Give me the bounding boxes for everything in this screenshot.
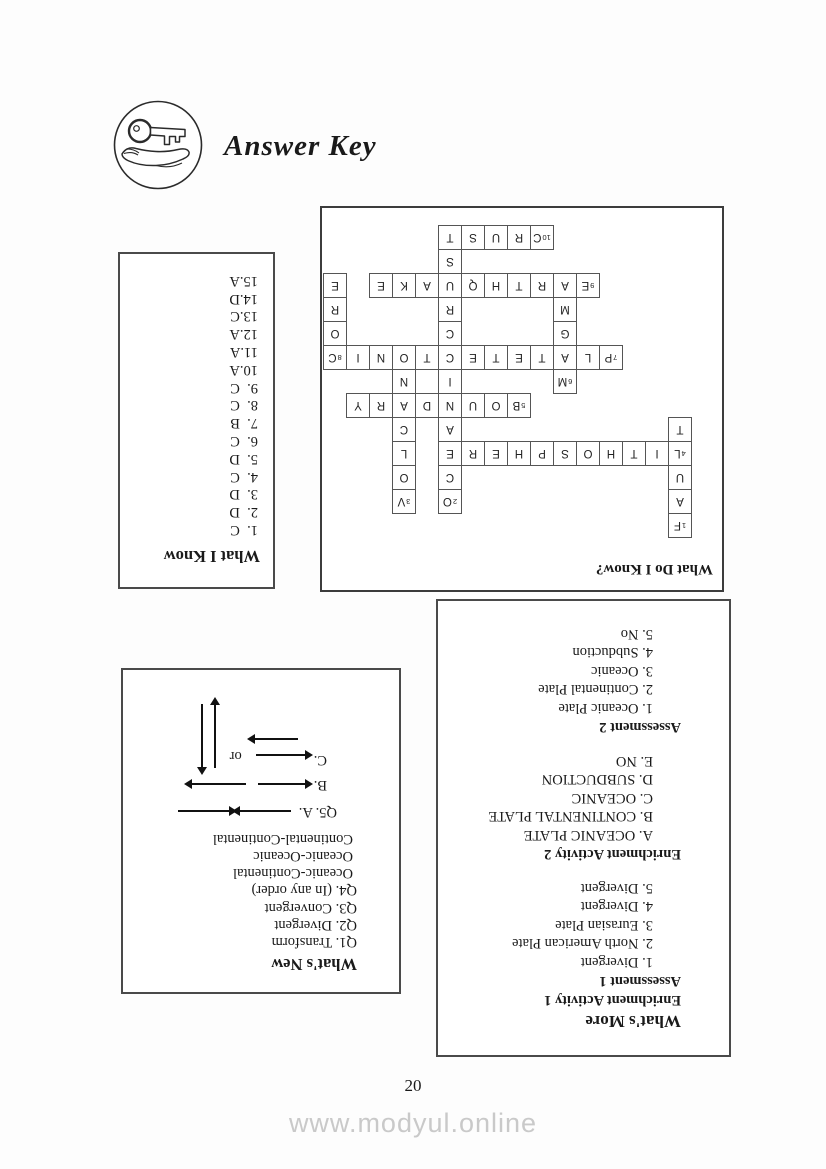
crossword-letter: O xyxy=(330,327,340,340)
answer-item: 4. Divergent xyxy=(580,898,653,915)
crossword-cell xyxy=(461,225,485,250)
whats-more-flipped-content xyxy=(438,601,729,1055)
crossword-letter: M xyxy=(560,303,570,316)
crossword-cell xyxy=(392,465,416,490)
crossword-cell xyxy=(507,441,531,466)
answer-item: 3. D xyxy=(229,486,258,503)
crossword-cell xyxy=(346,345,370,370)
crossword-cell xyxy=(438,369,462,394)
crossword-letter: E xyxy=(469,351,477,364)
q4-sub-answer-list xyxy=(123,830,399,882)
crossword-clue-number: 2 xyxy=(452,497,458,506)
q5-answer-a-row xyxy=(123,803,337,820)
crossword-cell xyxy=(438,345,462,370)
crossword-letter: A xyxy=(561,279,569,292)
watermark-text: www.modyul.online xyxy=(288,1108,538,1138)
crossword-cell xyxy=(392,369,416,394)
answer-item: 1. Divergent xyxy=(580,954,653,970)
crossword-letter: R xyxy=(537,279,547,292)
arrow-left-icon xyxy=(258,783,306,785)
crossword-cell xyxy=(461,345,485,370)
crossword-letter: S xyxy=(469,231,477,244)
crossword-letter: O xyxy=(491,399,501,412)
answer-item: 13.C xyxy=(230,308,258,325)
crossword-clue-number: 6 xyxy=(568,377,573,386)
crossword-letter: O xyxy=(399,351,409,364)
answer-item: Q4. (In any order) xyxy=(251,882,357,899)
answer-item: 1. C xyxy=(230,522,258,538)
answer-item: B. CONTINENTAL PLATE xyxy=(488,808,653,825)
crossword-letter: E xyxy=(446,447,454,460)
arrow-left-icon xyxy=(178,810,230,812)
crossword-cell xyxy=(553,297,577,322)
answer-item: Q3. Convergent xyxy=(264,899,357,916)
crossword-cell xyxy=(484,225,508,250)
crossword-letter: T xyxy=(492,351,500,364)
whats-new-title: What's New xyxy=(271,955,357,974)
crossword-letter: I xyxy=(448,375,452,388)
q5-answer-c-row xyxy=(123,704,327,768)
crossword-cell xyxy=(484,393,508,418)
answer-sub-item: Continental-Continental xyxy=(212,830,353,847)
crossword-clue-number: 3 xyxy=(406,497,411,506)
crossword-cell xyxy=(392,345,416,370)
answer-item: 11.A xyxy=(229,344,258,361)
whats-more-title: What's More xyxy=(585,1012,681,1031)
crossword-cell xyxy=(323,321,347,346)
crossword-letter: R xyxy=(445,303,455,316)
crossword-cell xyxy=(461,441,485,466)
crossword-letter: M xyxy=(557,375,568,388)
answer-item: 9. C xyxy=(230,379,258,396)
crossword-letter: H xyxy=(606,447,616,460)
crossword-cell xyxy=(553,273,577,298)
crossword-letter: R xyxy=(468,447,478,460)
crossword-letter: B xyxy=(512,399,521,412)
arrow-up-icon xyxy=(201,704,203,768)
answer-item: 15.A xyxy=(229,272,258,289)
crossword-cell xyxy=(323,345,347,370)
crossword-section-title: What Do I Know? xyxy=(595,561,713,577)
crossword-letter: E xyxy=(331,279,339,292)
answer-item: 5. Divergent xyxy=(580,879,653,896)
crossword-letter: A xyxy=(400,399,408,412)
crossword-clue-number: 9 xyxy=(590,281,595,290)
answer-item: 12.A xyxy=(229,326,258,343)
crossword-letter: R xyxy=(514,231,524,244)
answer-sub-item: Oceanic-Continental xyxy=(233,865,353,882)
answer-item: 8. C xyxy=(230,397,258,414)
section-heading: Enrichment Activity 1 xyxy=(544,992,681,1008)
answer-item: 5. No xyxy=(620,625,653,642)
crossword-cell xyxy=(668,465,692,490)
crossword-cell xyxy=(415,273,439,298)
crossword-letter: H xyxy=(514,447,524,460)
answer-item: 2. D xyxy=(229,504,258,521)
arrow-right-icon xyxy=(191,783,246,785)
crossword-cell xyxy=(484,345,508,370)
crossword-cell xyxy=(553,369,577,394)
transform-arrows-horizontal xyxy=(254,738,306,762)
crossword-cell xyxy=(484,441,508,466)
crossword-cell xyxy=(507,225,531,250)
crossword-letter: F xyxy=(673,519,681,532)
crossword-letter: N xyxy=(445,399,455,412)
answer-item: 4. C xyxy=(230,468,258,485)
crossword-letter: V xyxy=(397,495,406,508)
crossword-cell xyxy=(461,273,485,298)
crossword-letter: E xyxy=(377,279,385,292)
crossword-letter: U xyxy=(445,279,455,292)
crossword-letter: N xyxy=(376,351,386,364)
crossword-letter: L xyxy=(584,351,592,364)
crossword-cell xyxy=(530,441,554,466)
crossword-cell xyxy=(530,345,554,370)
answer-item: A. OCEANIC PLATE xyxy=(523,827,653,844)
answer-item: Q1. Transform xyxy=(271,934,357,950)
answer-item: 2. Continental Plate xyxy=(538,681,653,698)
crossword-cell xyxy=(599,441,623,466)
crossword-cell xyxy=(507,273,531,298)
answer-item: E. NO xyxy=(615,752,653,769)
section-heading: Assessment 1 xyxy=(599,973,681,989)
crossword-cell xyxy=(369,345,393,370)
crossword-cell xyxy=(438,489,462,514)
whats-new-answer-list xyxy=(123,881,399,950)
crossword-cell xyxy=(622,441,646,466)
crossword-letter: L xyxy=(400,447,408,460)
crossword-letter: T xyxy=(423,351,431,364)
crossword-letter: T xyxy=(446,231,454,244)
crossword-letter: C xyxy=(445,471,455,484)
crossword-letter: A xyxy=(446,423,454,436)
what-i-know-flipped-content xyxy=(120,254,273,587)
transform-arrows-vertical xyxy=(201,704,216,768)
answer-item: 4. Subduction xyxy=(572,644,653,661)
arrow-down-icon xyxy=(214,704,216,768)
crossword-letter: Y xyxy=(354,399,362,412)
answer-item: 2. North American Plate xyxy=(512,935,653,952)
crossword-letter: C xyxy=(328,351,337,364)
crossword-letter: T xyxy=(538,351,546,364)
crossword-cell xyxy=(346,393,370,418)
crossword-cell xyxy=(369,393,393,418)
crossword-letter: E xyxy=(515,351,523,364)
whats-new-box xyxy=(121,668,401,994)
crossword-cell xyxy=(438,321,462,346)
answer-item: Q2. Divergent xyxy=(274,916,357,933)
crossword-cell xyxy=(576,345,600,370)
q5-c-label: C. xyxy=(313,751,327,768)
crossword-grid xyxy=(323,225,692,538)
answer-item: 3. Eurasian Plate xyxy=(555,916,653,933)
crossword-cell xyxy=(392,441,416,466)
crossword-letter: Q xyxy=(468,279,478,292)
crossword-cell xyxy=(507,345,531,370)
answer-item: 7. B xyxy=(230,415,258,432)
q5-a-label: Q5. A. xyxy=(298,803,337,820)
q5-answer-b-row xyxy=(123,776,327,793)
crossword-clue-number: 7 xyxy=(613,353,618,362)
crossword-cell xyxy=(668,489,692,514)
crossword-cell xyxy=(599,345,623,370)
crossword-letter: O xyxy=(399,471,409,484)
crossword-letter: P xyxy=(538,447,546,460)
answer-item: 1. Oceanic Plate xyxy=(558,700,653,717)
answer-item: D. SUBDUCTION xyxy=(541,771,653,788)
crossword-cell xyxy=(553,441,577,466)
crossword-letter: R xyxy=(376,399,386,412)
crossword-letter: T xyxy=(630,447,638,460)
crossword-clue-number: 4 xyxy=(681,449,686,458)
crossword-letter: C xyxy=(445,351,455,364)
answer-item: 14.D xyxy=(229,290,258,307)
crossword-cell xyxy=(438,225,462,250)
what-i-know-box xyxy=(118,252,275,589)
crossword-cell xyxy=(668,441,692,466)
answer-item: 5. D xyxy=(229,450,258,467)
crossword-letter: D xyxy=(422,399,432,412)
what-i-know-title: What I Know xyxy=(163,547,260,566)
crossword-cell xyxy=(438,465,462,490)
crossword-cell xyxy=(576,441,600,466)
crossword-cell xyxy=(438,297,462,322)
crossword-letter: A xyxy=(561,351,569,364)
crossword-letter: T xyxy=(515,279,523,292)
crossword-letter: I xyxy=(356,351,360,364)
crossword-cell xyxy=(668,513,692,538)
crossword-cell xyxy=(323,273,347,298)
crossword-letter: N xyxy=(399,375,409,388)
crossword-cell xyxy=(369,273,393,298)
crossword-letter: H xyxy=(491,279,501,292)
crossword-cell xyxy=(668,417,692,442)
crossword-cell xyxy=(323,297,347,322)
answer-item: 10.A xyxy=(229,361,258,378)
crossword-clue-number: 5 xyxy=(521,401,526,410)
crossword-letter: I xyxy=(655,447,659,460)
crossword-letter: K xyxy=(400,279,408,292)
crossword-cell xyxy=(438,417,462,442)
crossword-letter: A xyxy=(423,279,431,292)
arrow-right-icon xyxy=(254,738,298,740)
crossword-clue-number: 10 xyxy=(542,233,551,242)
section-heading: Assessment 2 xyxy=(599,719,681,736)
answer-item: 3. Oceanic xyxy=(591,662,653,679)
crossword-cell xyxy=(438,393,462,418)
answer-item: 6. C xyxy=(230,433,258,450)
crossword-letter: E xyxy=(581,279,590,292)
crossword-cell xyxy=(553,321,577,346)
crossword-cell xyxy=(576,273,600,298)
crossword-letter: U xyxy=(468,399,478,412)
crossword-letter: L xyxy=(674,447,681,460)
crossword-cell xyxy=(530,273,554,298)
crossword-letter: U xyxy=(491,231,501,244)
crossword-cell xyxy=(507,393,531,418)
whats-more-box xyxy=(436,599,731,1057)
arrow-right-icon xyxy=(239,810,291,812)
crossword-letter: C xyxy=(533,231,542,244)
crossword-cell xyxy=(392,489,416,514)
crossword-letter: O xyxy=(583,447,593,460)
answer-sub-item: Oceanic-Oceanic xyxy=(253,847,353,864)
crossword-letter: G xyxy=(560,327,570,340)
section-heading: Enrichment Activity 2 xyxy=(544,846,681,863)
crossword-letter: O xyxy=(442,495,452,508)
crossword-cell xyxy=(392,417,416,442)
what-i-know-answer-list xyxy=(120,271,273,538)
crossword-clue-number: 1 xyxy=(681,521,687,530)
crossword-letter: R xyxy=(330,303,340,316)
q5-b-label: B. xyxy=(313,776,327,793)
page-number: 20 xyxy=(404,1076,422,1095)
crossword-flipped-content xyxy=(322,208,722,590)
crossword-cell xyxy=(438,273,462,298)
crossword-letter: T xyxy=(676,423,684,436)
arrow-left-icon xyxy=(256,754,306,756)
crossword-letter: C xyxy=(445,327,455,340)
crossword-letter: S xyxy=(446,255,454,268)
crossword-cell xyxy=(461,393,485,418)
crossword-letter: A xyxy=(676,495,684,508)
answer-item: C. OCEANIC xyxy=(571,789,653,806)
crossword-cell xyxy=(415,345,439,370)
crossword-cell xyxy=(484,273,508,298)
crossword-cell xyxy=(553,345,577,370)
page-title: Answer Key xyxy=(224,130,377,162)
crossword-letter: P xyxy=(604,351,613,364)
crossword-letter: C xyxy=(399,423,409,436)
crossword-cell xyxy=(530,225,554,250)
crossword-cell xyxy=(415,393,439,418)
crossword-cell xyxy=(438,249,462,274)
crossword-letter: S xyxy=(561,447,569,460)
crossword-answer-box xyxy=(320,206,724,592)
crossword-clue-number: 8 xyxy=(337,353,342,362)
or-label: or xyxy=(229,747,242,764)
crossword-cell xyxy=(392,393,416,418)
key-in-hand-icon xyxy=(112,99,204,191)
crossword-letter: U xyxy=(675,471,685,484)
whats-new-flipped-content xyxy=(123,670,399,992)
crossword-cell xyxy=(392,273,416,298)
crossword-cell xyxy=(645,441,669,466)
whats-more-sections xyxy=(438,624,729,1009)
crossword-letter: E xyxy=(492,447,500,460)
crossword-cell xyxy=(438,441,462,466)
